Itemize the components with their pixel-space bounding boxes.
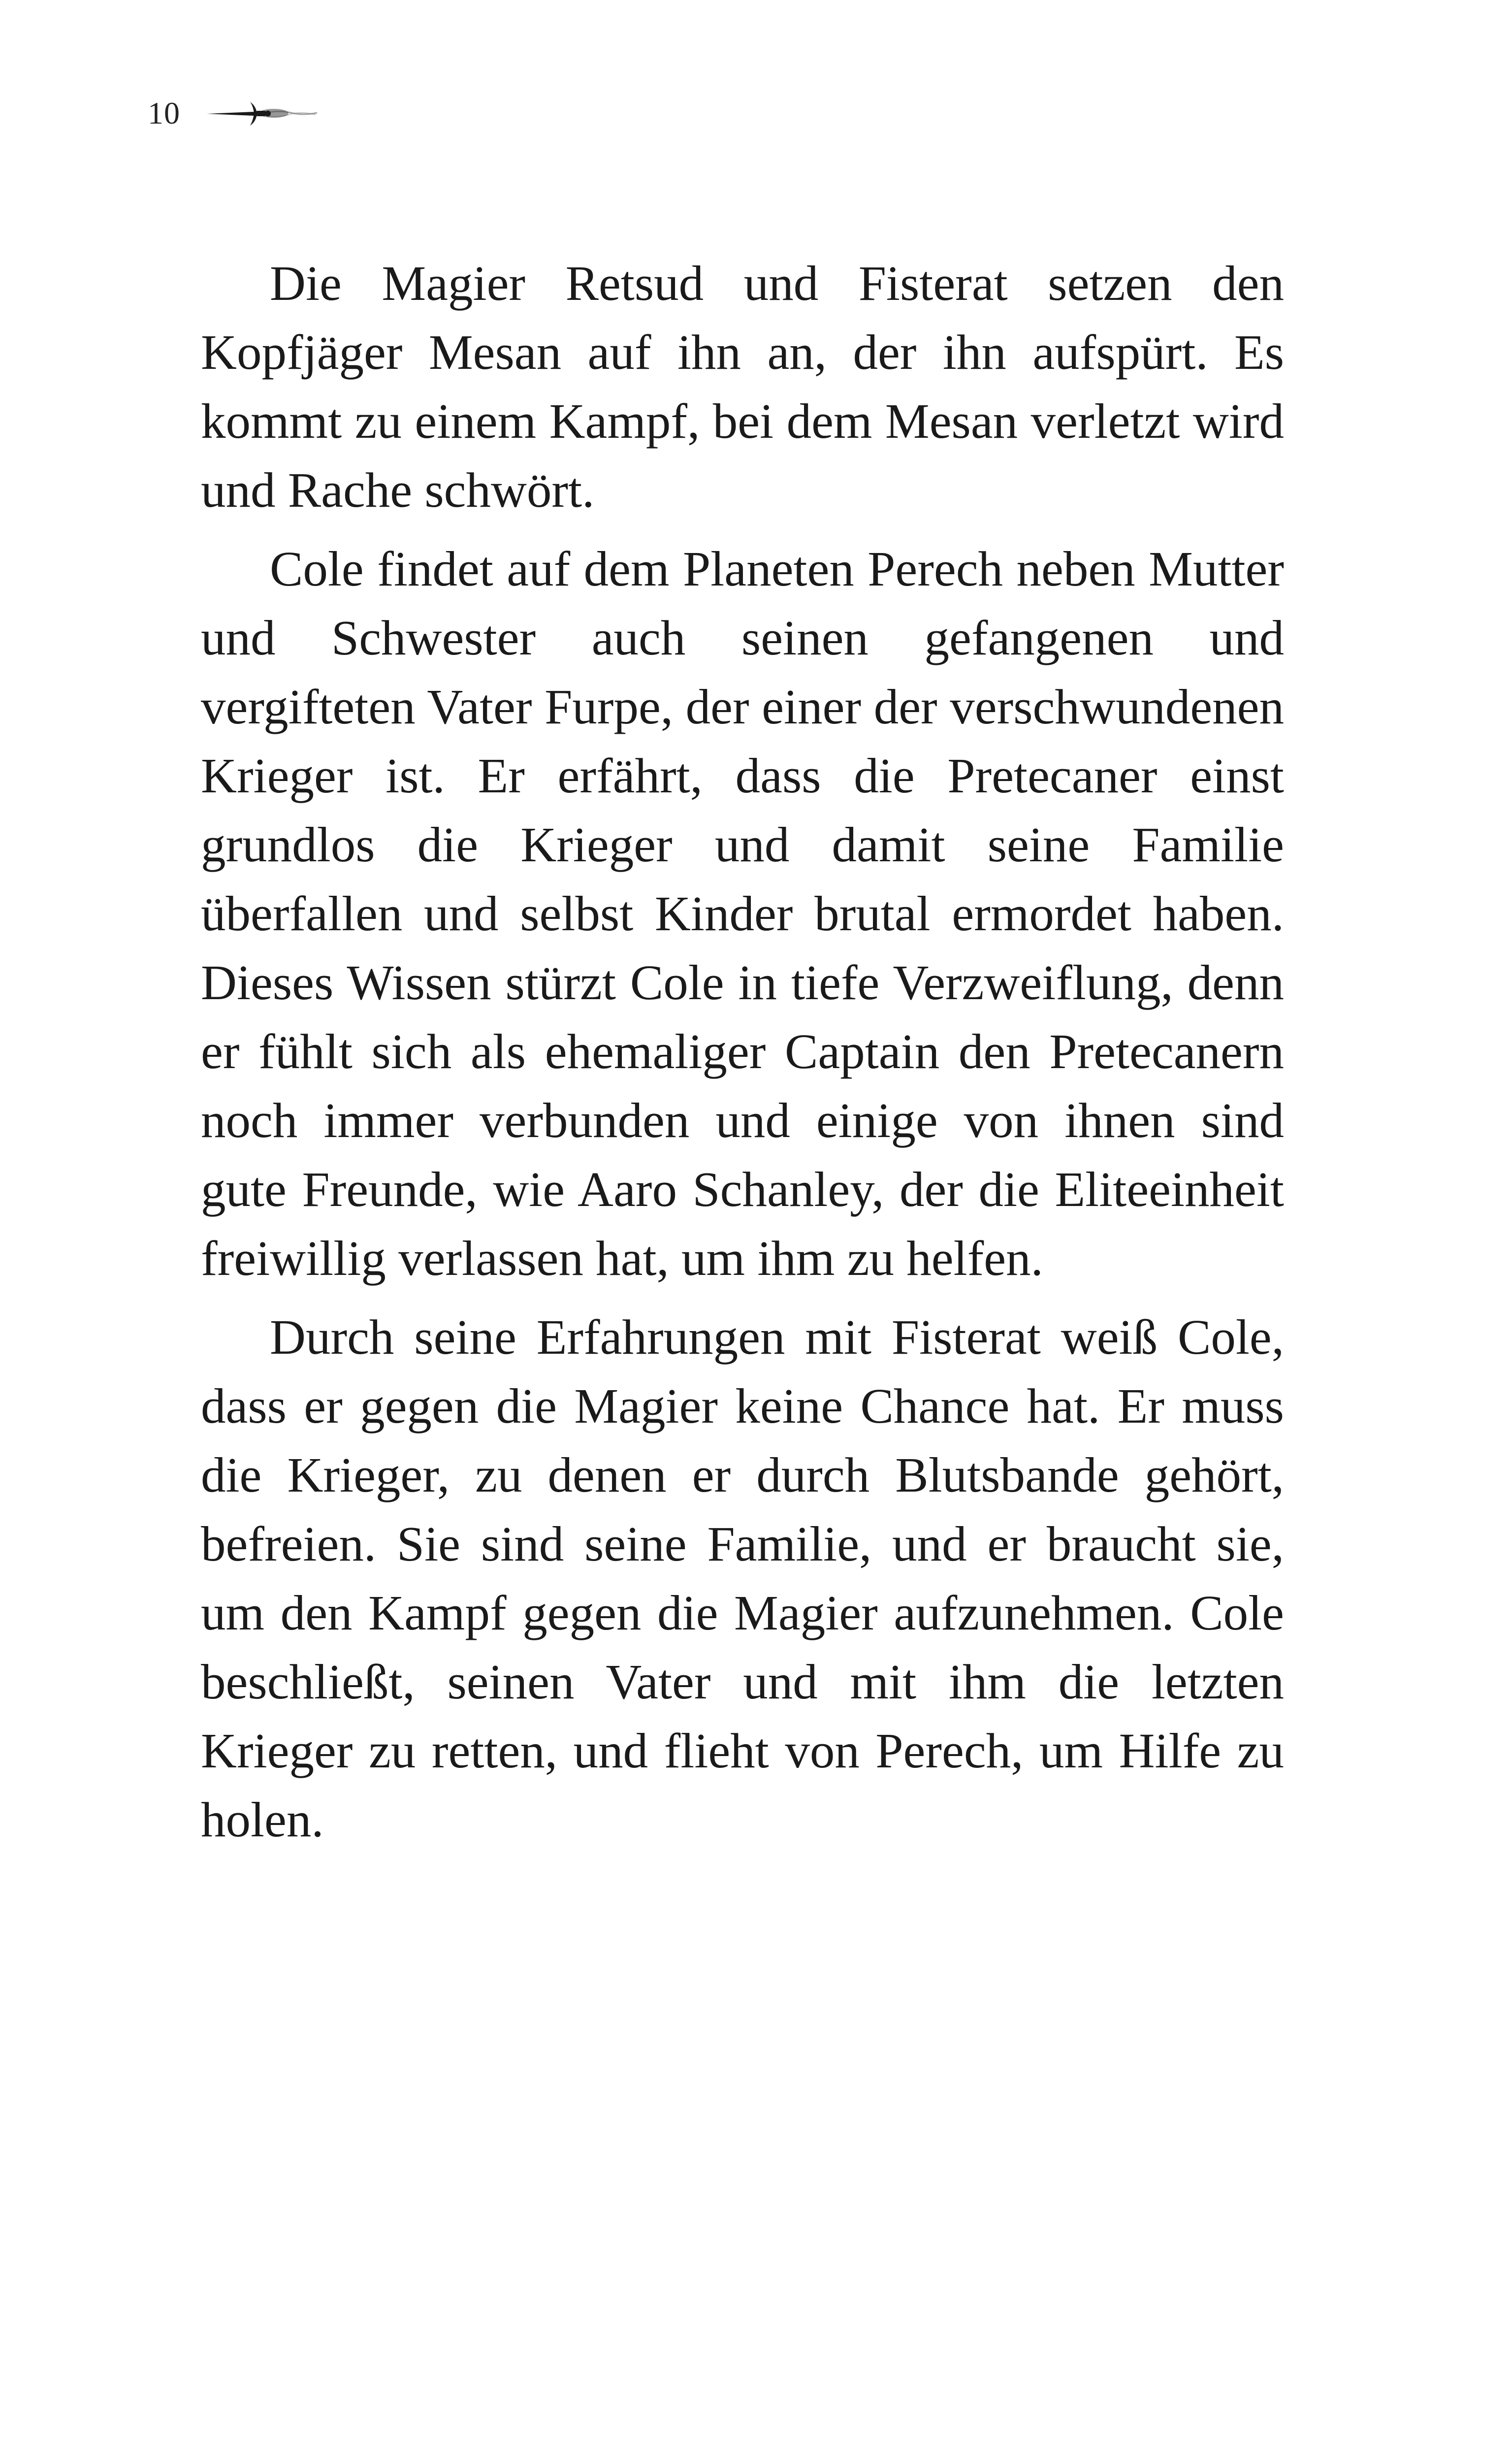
page-number: 10	[148, 96, 180, 130]
dagger-ornament-icon	[205, 91, 318, 135]
page-header	[148, 91, 318, 135]
paragraph: Die Magier Retsud und Fisterat setzen den Kopfjäger Mesan auf ihn an, der ihn aufspürt. Es kommt zu einem Kampf, bei dem Mesan verletzt wird und Rache schwört.	[201, 256, 1284, 518]
paragraph: Durch seine Erfahrungen mit Fisterat weiß Cole, dass er gegen die Magier keine Chance hat. Er muss die Krieger, zu denen er durch Blutsbande gehört, befreien. Sie sind seine Familie, und er braucht sie, um den Kampf gegen die Magier aufzunehmen. Cole beschließt, seinen Vater und mit ihm die letzten Krieger zu retten, und flieht von Perech, um Hilfe zu holen.	[201, 1309, 1284, 1847]
paragraph: Cole findet auf dem Planeten Perech neben Mutter und Schwester auch seinen gefangenen und vergifteten Vater Furpe, der einer der verschwundenen Krieger ist. Er erfährt, dass die Pretecaner einst grundlos die Krieger und damit seine Familie überfallen und selbst Kinder brutal ermordet haben. Dieses Wissen stürzt Cole in tiefe Verzweiflung, denn er fühlt sich als ehemaliger Captain den Pretecanern noch immer verbunden und einige von ihnen sind gute Freunde, wie Aaro Schanley, der die Eliteeinheit freiwillig verlassen hat, um ihm zu helfen.	[201, 541, 1284, 1286]
body-text	[201, 249, 1284, 1864]
